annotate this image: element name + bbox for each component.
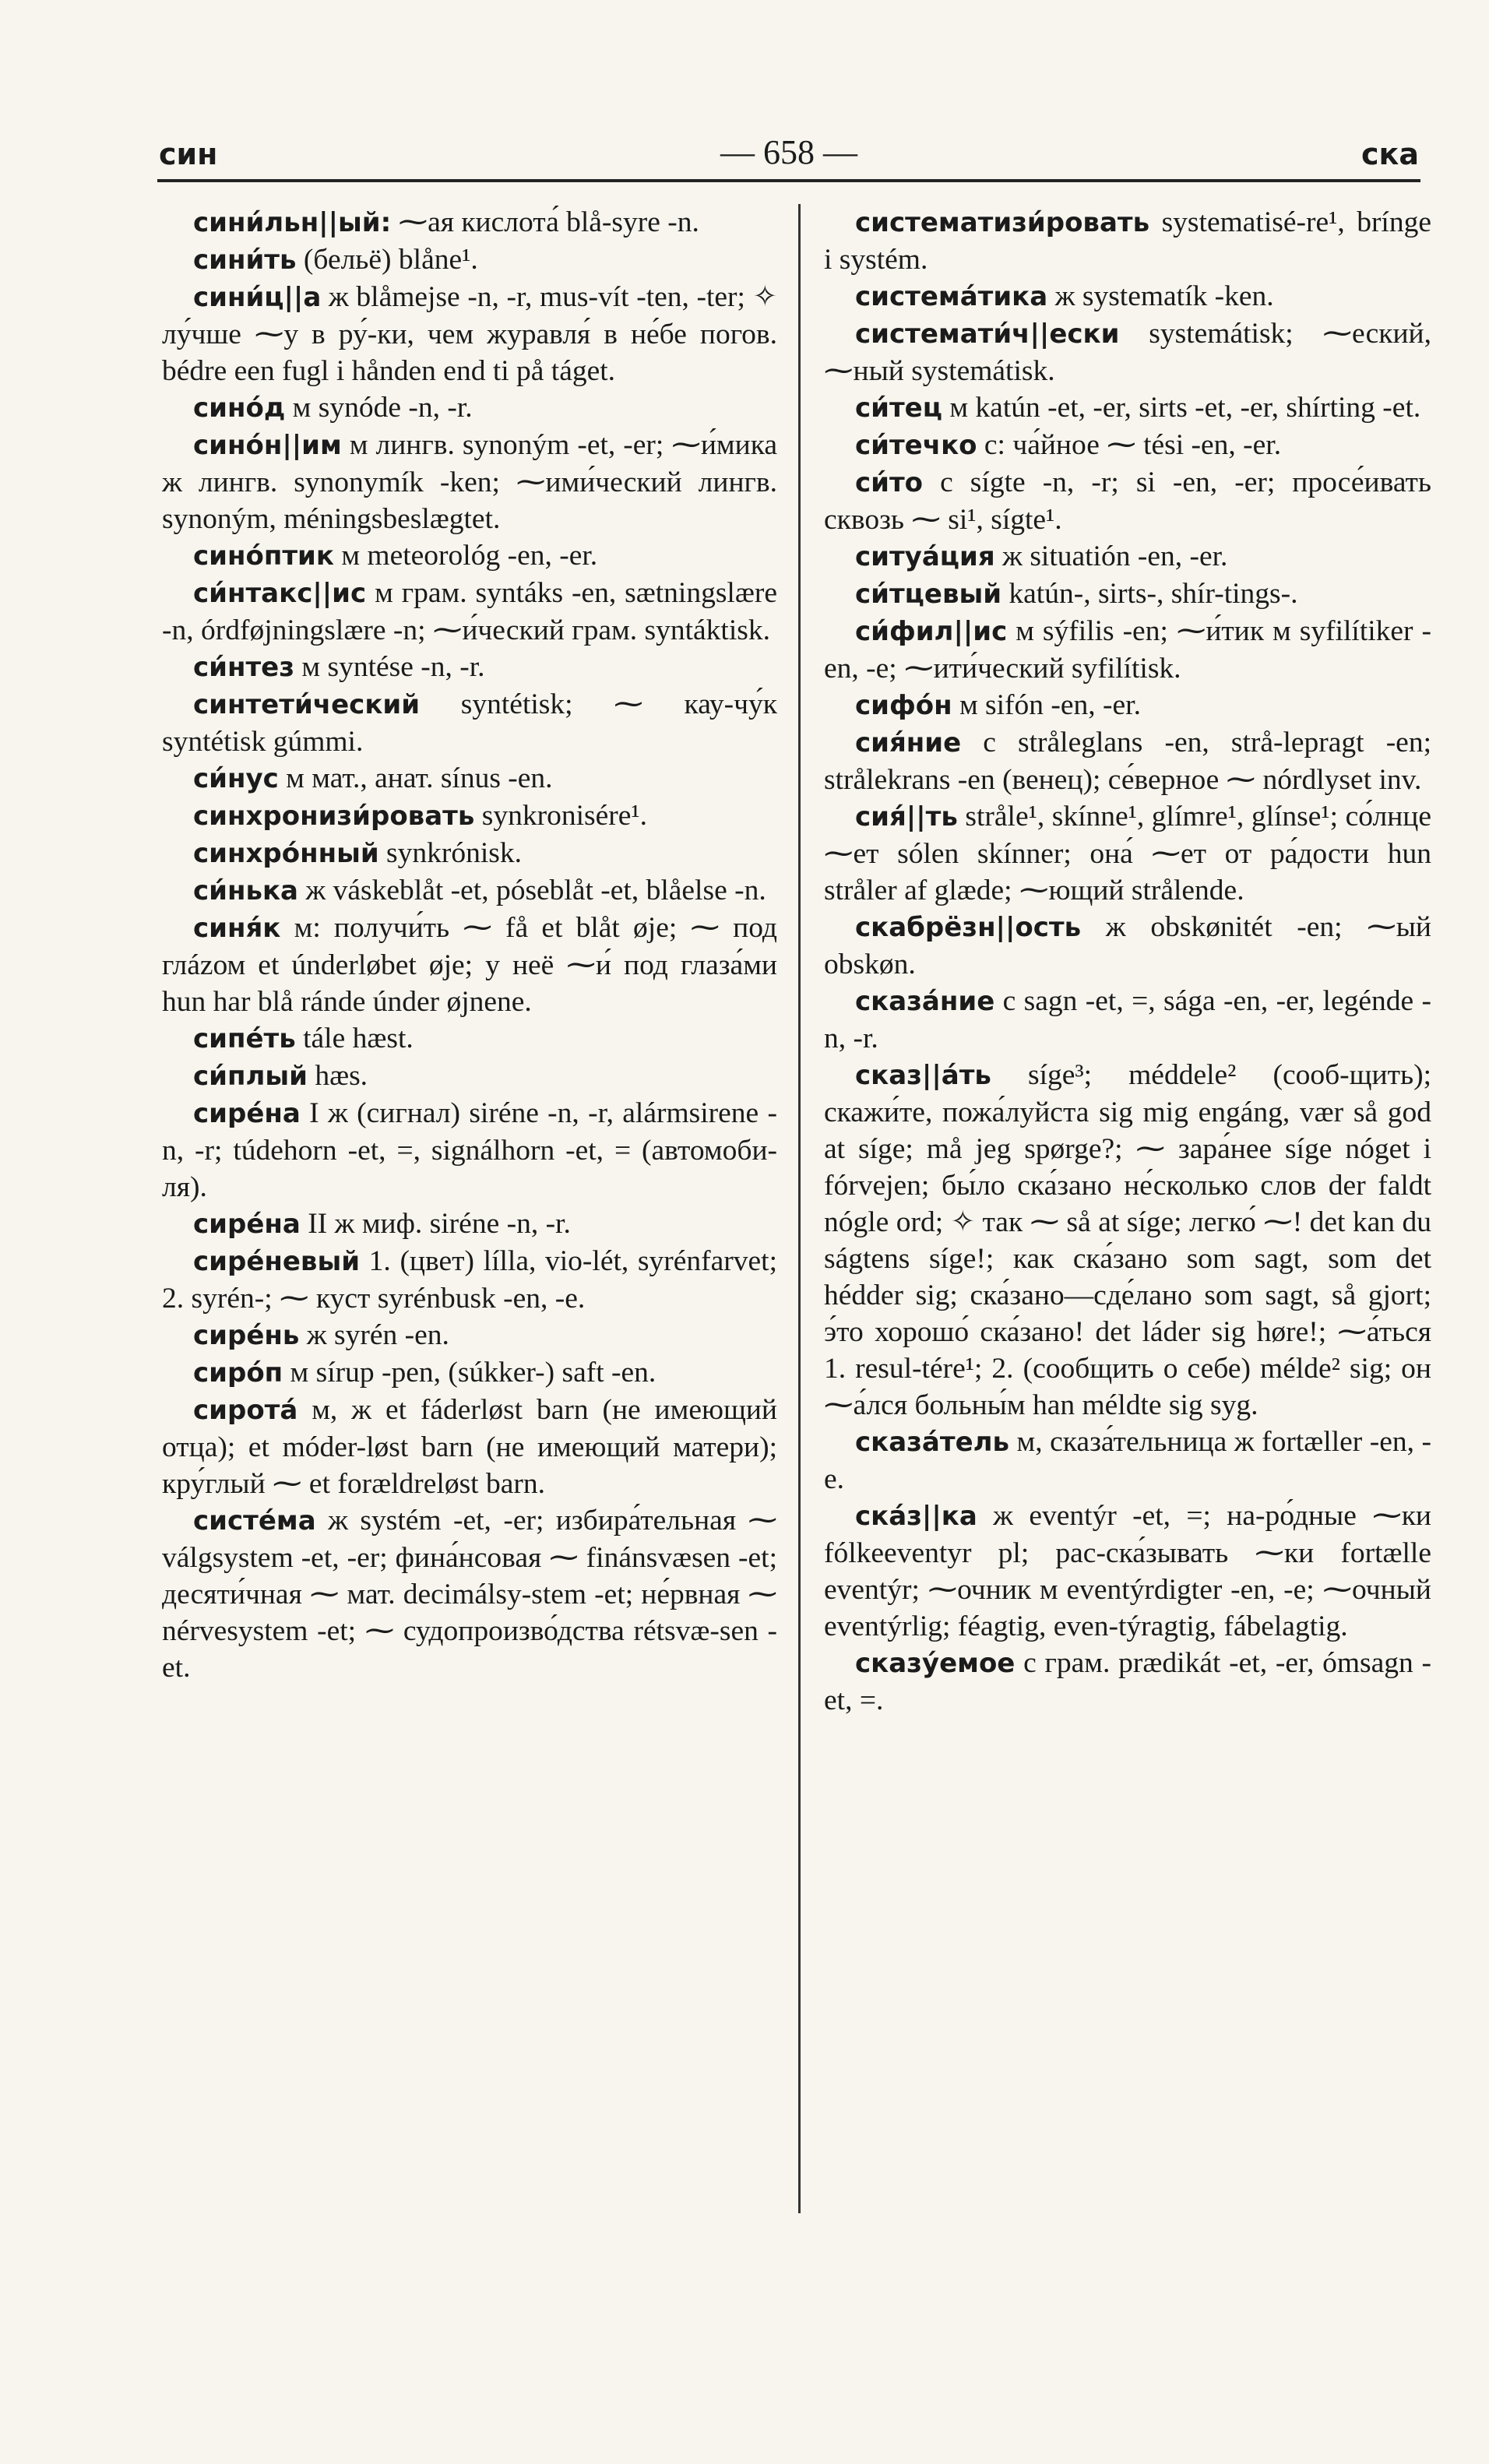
entry-definition: ж situatión -en, -er. [994, 540, 1228, 572]
dictionary-entry [824, 427, 1431, 464]
entry-definition: tále hæst. [295, 1023, 414, 1054]
entry-definition: м: получи́ть ⁓ få et blåt øje; ⁓ под глázом et únderløbet øje; у неё ⁓и́ под глаза́ми hun har blå ránde únder øjnene. [162, 912, 777, 1018]
entry-headword: сино́д [193, 392, 286, 424]
entry-definition: systematisé-re¹, brínge i systém. [824, 206, 1431, 276]
entry-headword: ска́з||ка [855, 1501, 977, 1532]
dictionary-entry [162, 537, 777, 575]
entry-headword: системати́ч||ески [855, 319, 1120, 350]
entry-definition: с грам. prædikát -et, -er, ómsagn -et, =. [824, 1647, 1431, 1716]
entry-headword: си́нтез [193, 652, 294, 683]
dictionary-entry [162, 1502, 777, 1686]
entry-headword: система́тика [855, 281, 1048, 312]
dictionary-entry [824, 1645, 1431, 1719]
entry-definition: с: ча́йное ⁓ tési -en, -er. [977, 429, 1282, 461]
dictionary-entry [824, 538, 1431, 576]
entry-definition: I ж (сигнал) siréne -n, -r, alármsirene -n, -r; túdehorn -et, =, signálhorn -et, = (автомоби-ля). [162, 1097, 777, 1203]
dictionary-entry [162, 910, 777, 1020]
entry-headword: ситуа́ция [855, 541, 995, 572]
left-column [162, 204, 777, 1686]
dictionary-entry [162, 1243, 777, 1317]
dictionary-entry [824, 687, 1431, 724]
entry-headword: сире́невый [193, 1246, 361, 1277]
dictionary-entry [162, 686, 777, 760]
entry-definition: м synóde -n, -r. [285, 392, 473, 424]
dictionary-entry [824, 204, 1431, 278]
dictionary-entry [162, 649, 777, 686]
entry-definition: ⁓ая кислота́ blå-syre -n. [391, 206, 699, 238]
dictionary-entry [162, 1206, 777, 1243]
dictionary-entry [824, 278, 1431, 315]
entry-headword: си́нтакс||ис [193, 578, 367, 609]
dictionary-entry [162, 835, 777, 872]
entry-headword: си́фил||ис [855, 616, 1008, 647]
entry-headword: синхронизи́ровать [193, 801, 475, 832]
right-column [824, 204, 1431, 1719]
dictionary-entry [824, 798, 1431, 909]
entry-definition: с stråleglans -en, strå-lepragt -en; strålekrans -en (венец); се́верное ⁓ nórdlyset inv. [824, 727, 1431, 796]
column-divider [798, 204, 801, 2213]
dictionary-entry [162, 1317, 777, 1354]
dictionary-entry [162, 872, 777, 910]
entry-headword: си́тцевый [855, 579, 1002, 610]
entry-headword: сино́птик [193, 540, 334, 572]
entry-headword: сказу́емое [855, 1648, 1016, 1679]
entry-definition: м sifón -en, -er. [952, 689, 1141, 721]
entry-definition: м syntése -n, -r. [294, 651, 485, 683]
entry-definition: м sírup -pen, (súkker-) saft -en. [283, 1357, 656, 1389]
dictionary-entry [162, 1095, 777, 1206]
entry-definition: м, ж et fáderløst barn (не имеющий отца); et móder-løst barn (не имеющий матери); кру́глый ⁓ et forældreløst barn. [162, 1394, 777, 1500]
entry-headword: си́течко [855, 430, 977, 461]
header-right-guide-word: ска [1361, 137, 1419, 171]
dictionary-entry [162, 1020, 777, 1058]
entry-definition: м мат., анат. sínus -en. [278, 762, 553, 794]
entry-headword: сказа́тель [855, 1427, 1010, 1458]
dictionary-entry [824, 576, 1431, 613]
entry-headword: сирота́ [193, 1395, 298, 1426]
entry-definition: м грам. syntáks -en, sætningslære -n, órdføjningslære -n; ⁓и́ческий грам. syntáktisk. [162, 577, 777, 646]
entry-headword: синтети́ческий [193, 689, 421, 720]
dictionary-entry [824, 1498, 1431, 1645]
entry-headword: сире́на [193, 1209, 301, 1240]
dictionary-entry [162, 1392, 777, 1502]
entry-definition: hæs. [307, 1060, 368, 1092]
entry-headword: сия́ние [855, 727, 962, 759]
entry-headword: си́то [855, 467, 924, 498]
running-header [157, 132, 1420, 182]
dictionary-entry [162, 797, 777, 835]
entry-definition: ж syrén -en. [299, 1319, 449, 1351]
dictionary-entry [162, 427, 777, 537]
dictionary-entry [162, 279, 777, 389]
entry-headword: скабрёзн||ость [855, 912, 1082, 943]
entry-definition: síge³; méddele² (сооб-щить); скажи́те, пожа́луйста sig mig engáng, vær så god at síge; må jeg spørge?; ⁓ зара́нее síge nóget i fórvejen; бы́ло ска́зано не́сколько слов der faldt nógle ord; ✧ так ⁓ så at síge; легко́ ⁓! det kan du ságtens síge!; как ска́зано som sagt, som det hédder sig; ска́зано—сде́лано som sagt, så gjort; э́то хорошо́ ска́зано! det láder sig høre!; ⁓а́ться 1. resul-tére¹; 2. (сообщить о себе) mélde² sig; он ⁓а́лся больны́м han méldte sig syg. [824, 1059, 1431, 1421]
dictionary-entry [162, 760, 777, 797]
dictionary-entry [824, 389, 1431, 427]
entry-headword: си́нька [193, 875, 298, 906]
dictionary-entry [162, 575, 777, 649]
dictionary-entry [824, 315, 1431, 389]
entry-definition: II ж миф. siréne -n, -r. [300, 1208, 571, 1240]
page-number: — 658 — [720, 133, 857, 171]
entry-definition: 1. (цвет) lílla, vio-lét, syrénfarvet; 2. syrén-; ⁓ куст syrénbusk -en, -e. [162, 1245, 777, 1315]
entry-definition: syntétisk; ⁓ кау-чу́к syntétisk gúmmi. [162, 688, 777, 758]
entry-definition: с sagn -et, =, sága -en, -er, legénde -n, -r. [824, 985, 1431, 1054]
entry-headword: сказа́ние [855, 986, 995, 1017]
entry-definition: synkrónisk. [378, 837, 522, 869]
entry-definition: м meteorológ -en, -er. [333, 540, 598, 572]
entry-definition: м, сказа́тельница ж fortæller -en, -e. [824, 1426, 1431, 1495]
entry-headword: сия́||ть [855, 801, 958, 832]
entry-definition: systemátisk; ⁓еский, ⁓ный systemátisk. [824, 318, 1431, 387]
entry-headword: сини́ц||а [193, 282, 322, 313]
entry-headword: синя́к [193, 913, 281, 944]
entry-definition: synkronisére¹. [474, 800, 647, 832]
entry-headword: сиро́п [193, 1357, 283, 1389]
entry-headword: сире́на [193, 1098, 301, 1129]
dictionary-entry [824, 464, 1431, 538]
entry-headword: си́нус [193, 763, 279, 794]
dictionary-entry [162, 1058, 777, 1095]
entry-definition: с sígte -n, -r; si -en, -er; просе́ивать сквозь ⁓ si¹, sígte¹. [824, 466, 1431, 536]
entry-headword: сини́ть [193, 245, 297, 276]
dictionary-entry [162, 204, 777, 241]
dictionary-entry [162, 389, 777, 427]
entry-definition: ж blåmejse -n, -r, mus-vít -ten, -ter; ✧ лу́чше ⁓у в ру́-ки, чем журавля́ в не́бе погов. bédre een fugl i hånden end ti på táget. [162, 281, 777, 387]
entry-headword: си́плый [193, 1061, 308, 1092]
entry-headword: сире́нь [193, 1320, 300, 1351]
entry-headword: сино́н||им [193, 430, 342, 461]
entry-definition: stråle¹, skínne¹, glímre¹, glínse¹; со́лнце ⁓ет sólen skínner; она́ ⁓ет от ра́дости hun stråler af glæde; ⁓ющий strålende. [824, 801, 1431, 906]
entry-definition: ж obskønitét -en; ⁓ый obskøn. [824, 911, 1431, 980]
entry-headword: сипе́ть [193, 1023, 296, 1054]
dictionary-entry [824, 724, 1431, 798]
entry-headword: сини́льн||ый: [193, 207, 392, 238]
entry-definition: ж systematík -ken. [1047, 280, 1274, 312]
entry-definition: м sýfilis -en; ⁓и́тик м syfilítiker -en, -e; ⁓ити́ческий syfilítisk. [824, 615, 1431, 685]
dictionary-entry [824, 1424, 1431, 1498]
entry-definition: м katún -et, -er, sirts -et, -er, shírting -et. [942, 392, 1421, 424]
dictionary-entry [824, 983, 1431, 1057]
dictionary-entry [162, 1354, 777, 1392]
entry-headword: си́тец [855, 392, 942, 424]
entry-definition: (бельё) blåne¹. [296, 244, 478, 276]
entry-definition: katún-, sirts-, shír-tings-. [1001, 578, 1298, 610]
entry-headword: систематизи́ровать [855, 207, 1150, 238]
entry-headword: синхро́нный [193, 838, 379, 869]
entry-headword: сказ||а́ть [855, 1060, 991, 1091]
entry-definition: м лингв. synoným -et, -er; ⁓и́мика ж лингв. synonymík -ken; ⁓ими́ческий лингв. synoným, méningsbeslægtet. [162, 429, 777, 535]
entry-definition: ж systém -et, -er; избира́тельная ⁓ válgsystem -et, -er; фина́нсовая ⁓ finánsvæsen -et; десяти́чная ⁓ мат. decimálsy-stem -et; не́рвная ⁓ nérvesystem -et; ⁓ судопроизво́дства rétsvæ-sen -et. [162, 1505, 777, 1684]
entry-headword: систе́ма [193, 1505, 316, 1536]
dictionary-entry [824, 909, 1431, 983]
dictionary-entry [824, 1057, 1431, 1424]
entry-definition: ж váskeblåt -et, póseblåt -et, blåelse -n. [298, 875, 766, 906]
dictionary-entry [162, 241, 777, 279]
entry-headword: сифо́н [855, 690, 952, 721]
entry-definition: ж eventýr -et, =; на-ро́дные ⁓ки fólkeeventyr pl; рас-ска́зывать ⁓ки fortælle eventýr; ⁓очник м eventýrdigter -en, -e; ⁓очный eventýrlig; féagtig, even-týragtig, fábelagtig. [824, 1500, 1431, 1642]
dictionary-entry [824, 613, 1431, 687]
header-left-guide-word: син [159, 137, 218, 171]
